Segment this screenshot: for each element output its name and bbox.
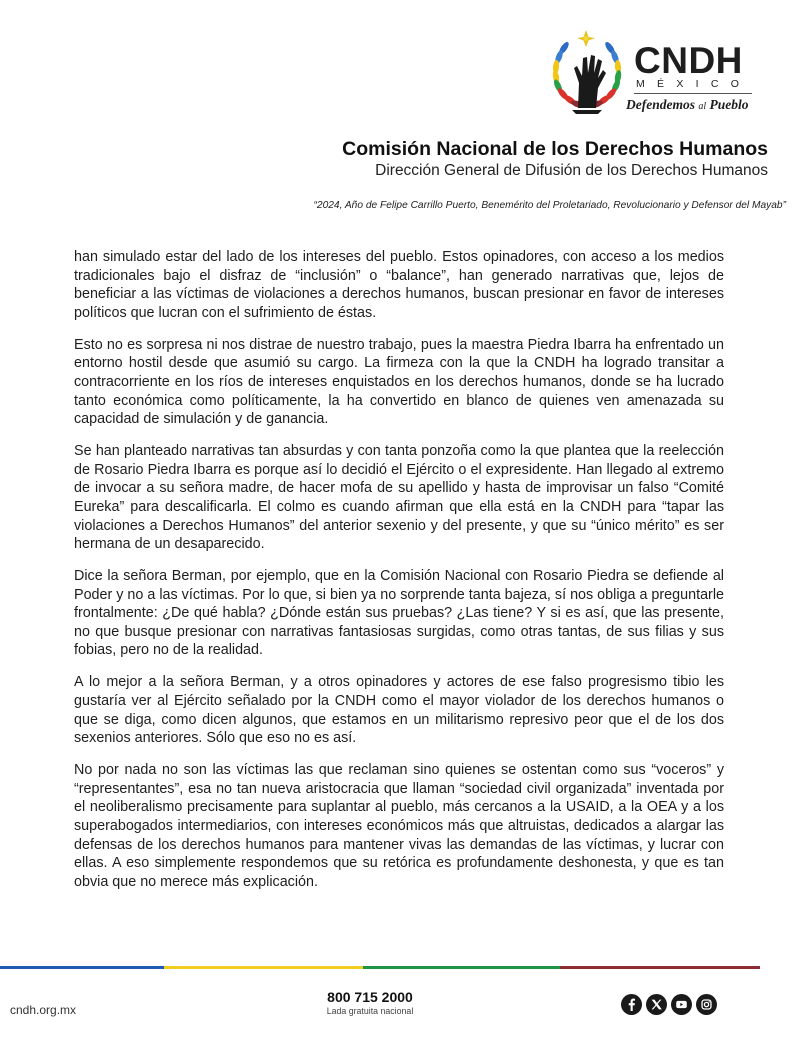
facebook-icon[interactable] — [621, 994, 642, 1015]
year-motto: “2024, Año de Felipe Carrillo Puerto, Benemérito del Proletariado, Revolucionario y Defensor del Mayab” — [313, 200, 786, 211]
color-bar-green — [363, 966, 560, 969]
motto-part-2: al — [698, 101, 707, 112]
instagram-icon[interactable] — [696, 994, 717, 1015]
color-bar-yellow — [164, 966, 363, 969]
motto-part-3: Pueblo — [709, 97, 749, 112]
document-body — [74, 248, 724, 905]
logo-motto — [626, 97, 749, 113]
footer-color-bar — [0, 966, 760, 969]
org-subtitle: Dirección General de Difusión de los Derechos Humanos — [375, 162, 768, 179]
paragraph: Dice la señora Berman, por ejemplo, que en la Comisión Nacional con Rosario Piedra se defiende al Poder y no a las víctimas. Por lo que, si bien ya no sorprende tanta bajeza, sí nos obliga a preguntarle frontalmente: ¿De qué habla? ¿Dónde están sus pruebas? ¿Las tiene? Y si es así, que las presente, no que busque presionar con narrativas fantasiosas surgidas, como otras tantas, de sus filias y sus fobias, pero no de la realidad. — [74, 568, 724, 659]
phone-number: 800 715 2000 — [327, 989, 413, 1005]
phone-label: Lada gratuita nacional — [326, 1006, 414, 1016]
org-title: Comisión Nacional de los Derechos Humanos — [342, 138, 768, 160]
logo-brand: CNDH — [634, 40, 743, 81]
website-link[interactable]: cndh.org.mx — [10, 1003, 77, 1017]
paragraph: Esto no es sorpresa ni nos distrae de nuestro trabajo, pues la maestra Piedra Ibarra ha enfrentado un entorno hostil desde que asumió su cargo. La firmeza con la que la CNDH ha logrado transitar a contracorriente en los ríos de intereses enquistados en los derechos humanos, donde se ha lucrado tanto económica como políticamente, la ha convertido en blanco de quienes ven amenazada su capacidad de simulación y de ganancia. — [74, 336, 724, 428]
color-bar-blue — [0, 966, 164, 969]
paragraph: han simulado estar del lado de los intereses del pueblo. Estos opinadores, con acceso a los medios tradicionales bajo el disfraz de “inclusión” o “balance”, han generado narrativas que, lejos de beneficiar a las víctimas de violaciones a derechos humanos, buscan presionar en favor de intereses políticos que lucran con el sufrimiento de éstas. — [74, 249, 724, 321]
cndh-logo — [548, 28, 763, 118]
x-icon[interactable] — [646, 994, 667, 1015]
paragraph: No por nada no son las víctimas las que reclaman sino quienes se ostentan como sus “voceros” y “representantes”, esa no tan nueva aristocracia que llaman “sociedad civil organizada” inventada por el neoliberalismo precisamente para suplantar al pueblo, más cercanos a la USAID, a la OEA y a los superabogados intermediarios, con intereses económicos más que altruistas, dedicados a alargar las defensas de los derechos humanos para mantener vivas las demandas de las víctimas, y lucrar con ellas. A eso simplemente respondemos que su retórica es profundamente deshonesta, y que es tan obvia que no merece más explicación. — [74, 762, 724, 890]
youtube-icon[interactable] — [671, 994, 692, 1015]
paragraph: Se han planteado narrativas tan absurdas y con tanta ponzoña como la que plantea que la reelección de Rosario Piedra Ibarra es porque así lo decidió el Ejército o el expresidente. Han llegado al extremo de invocar a su señora madre, de hacer mofa de su apellido y hasta de improvisar un falso “Comité Eureka” para descalificarla. El colmo es cuando afirman que ella está en la CNDH para “tapar las violaciones a Derechos Humanos” del anterior sexenio y del presente, y que su “único mérito” es ser hermana de un desaparecido. — [74, 443, 724, 553]
social-icons — [621, 994, 717, 1015]
logo-divider — [634, 93, 752, 94]
color-bar-red — [560, 966, 760, 969]
motto-part-1: Defendemos — [626, 97, 695, 112]
cndh-emblem-icon — [548, 28, 630, 118]
paragraph: A lo mejor a la señora Berman, y a otros opinadores y actores de ese falso progresismo tibio les gustaría ver al Ejército señalado por la CNDH como el mayor violador de los derechos humanos o que se diga, como dicen algunos, que estamos en un militarismo represivo peor que el de los dos sexenios anteriores. Sólo que eso no es así. — [74, 674, 724, 747]
logo-country: MÉXICO — [636, 78, 752, 90]
